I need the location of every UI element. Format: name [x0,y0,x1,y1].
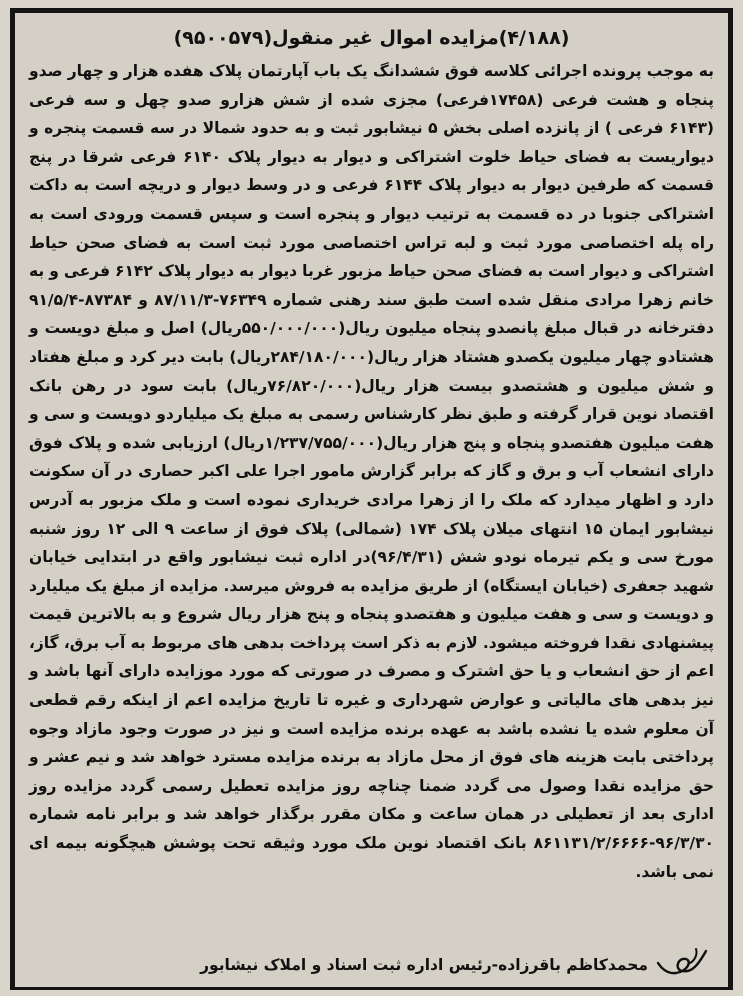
notice-body: به موجب پرونده اجرائی کلاسه فوق ششدانگ یک باب آپارتمان پلاک هفده هزار و چهار صدو پنجاه و هشت فرعی (۱۷۴۵۸فرعی) مجزی شده از شش هزارو صدو چهل و سه فرعی (۶۱۴۳ فرعی ) از پانزده اصلی بخش ۵ نیشابور ثبت و به حدود شمالا در سه قسمت پنجره و دیواریست به فضای حیاط خلوت اشتراکی و دیوار به دیوار پلاک ۶۱۴۰ فرعی شرقا در پنج قسمت که طرفین دیوار به دیوار پلاک ۶۱۴۴ فرعی و در وسط دیوار و دریچه است به داکت اشتراکی جنوبا در ده قسمت به ترتیب دیوار و پنجره است و سپس قسمت ورودی است به راه پله اختصاصی مورد ثبت و لبه تراس اختصاصی مورد ثبت است به فضای صحن حیاط اشتراکی و دیوار است به فضای صحن حیاط مزبور غربا دیوار به دیوار پلاک ۶۱۴۲ فرعی و به خانم زهرا مرادی منقل شده است طبق سند رهنی شماره ۷۶۳۴۹-۸۷/۱۱/۳ و ۸۷۳۸۴-۹۱/۵/۴ دفترخانه در قبال مبلغ پانصدو پنجاه میلیون ریال(۵۵۰/۰۰۰/۰۰۰ریال) اصل و مبلغ دویست و هشتادو چهار میلیون یکصدو هشتاد هزار ریال(۲۸۴/۱۸۰/۰۰۰ریال) بابت دیر کرد و مبلغ هفتاد و شش میلیون و هشتصدو بیست هزار ریال(۷۶/۸۲۰/۰۰۰ریال) بابت سود در رهن بانک اقتصاد نوین قرار گرفته و طبق نظر کارشناس رسمی به مبلغ یک میلیاردو دویست و سی و هفت میلیون هفتصدو پنجاه و پنج هزار ریال(۱/۲۳۷/۷۵۵/۰۰۰ریال) ارزیابی شده و پلاک فوق دارای انشعاب آب و برق و گاز که برابر گزارش مامور اجرا علی اکبر حصاری در آن سکونت دارد و اظهار میدارد که ملک را از زهرا مرادی خریداری نموده است و ملک مزبور به آدرس نیشابور ایمان ۱۵ انتهای میلان پلاک ۱۷۴ (شمالی) پلاک فوق از ساعت ۹ الی ۱۲ روز شنبه مورخ سی و یکم تیرماه نودو شش (۹۶/۴/۳۱)در اداره ثبت نیشابور واقع در ابتدایی خیابان شهید جعفری (خیابان ایستگاه) از طریق مزایده به فروش میرسد. مزایده از مبلغ یک میلیارد و دویست و سی و هفت میلیون و هفتصدو پنجاه و پنج هزار ریال شروع و به بالاترین قیمت پیشنهادی نقدا فروخته میشود. لازم به ذکر است پرداخت بدهی های مربوط به آب برق، گاز، اعم از حق انشعاب و یا حق اشترک و مصرف در صورتی که مورد موزایده دارای آنها باشد و نیز بدهی های مالیاتی و عوارض شهرداری و غیره تا تاریخ مزایده اعم از اینکه رقم قطعی آن معلوم شده یا نشده باشد به عهده برنده مزایده است و نیز در صورت وجود مازاد وجوه پرداختی بابت هزینه های فوق از محل مازاد به برنده مزایده مسترد خواهد شد و نیم عشر و حق مزایده نقدا وصول می گردد ضمنا چناچه روز مزایده تعطیل رسمی گردد مزایده روز اداری بعد از تعطیلی در همان ساعت و مکان مقرر برگذار خواهد شد و برابر نامه شماره ۹۶/۳/۳۰-۸۶۱۱۳۱/۲/۶۶۶۶ بانک اقتصاد نوین ملک مورد وثیقه تحت پوشش هیچگونه بیمه ای نمی باشد. [29,62,715,881]
handwritten-signature-icon [652,945,712,977]
signer-line: محمدکاظم باقرزاده-رئیس اداره ثبت اسناد و املاک نیشابور [200,956,648,974]
signature-row [35,945,712,977]
notice-frame [10,8,733,990]
notice-title: (۴/۱۸۸)مزایده اموال غیر منقول(۹۵۰۰۵۷۹) [173,27,570,49]
